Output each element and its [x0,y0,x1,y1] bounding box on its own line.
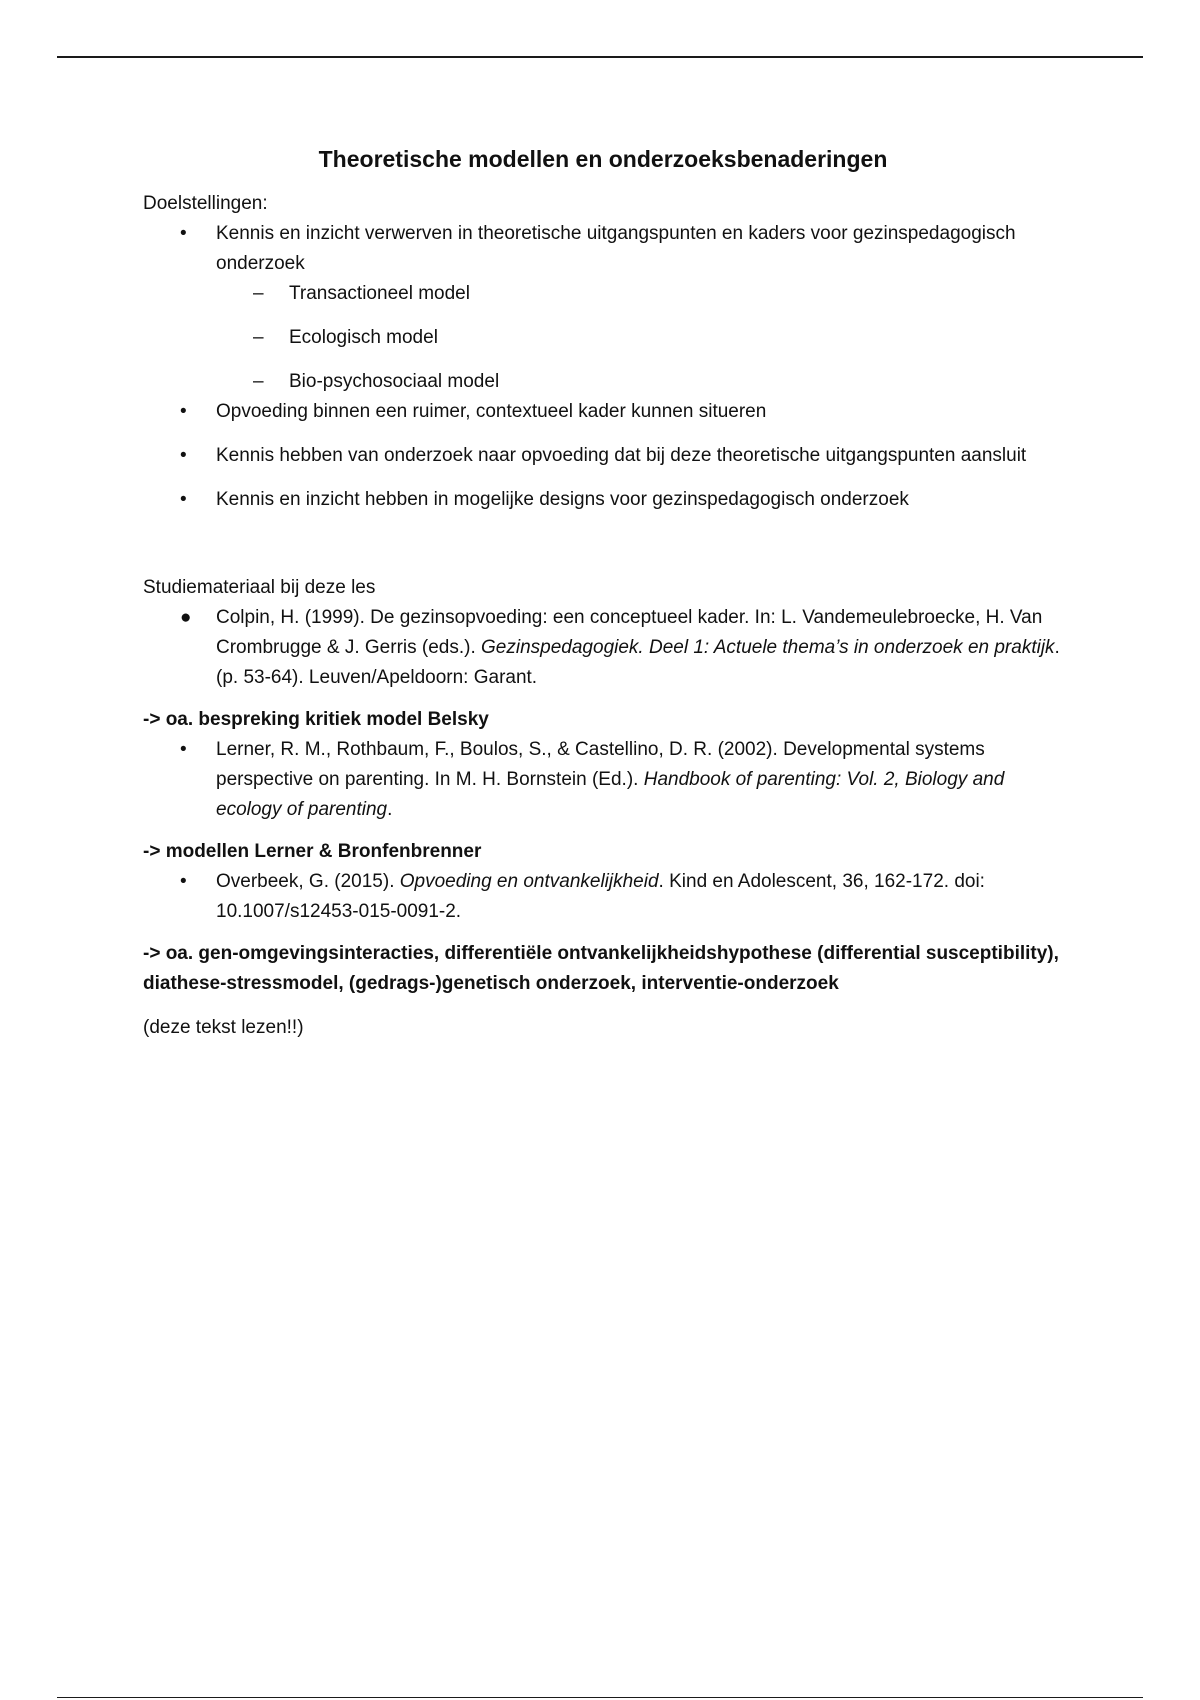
bullet-icon: • [180,401,187,422]
document-title: Theoretische modellen en onderzoeksbenaderingen [318,146,888,172]
bullet-icon: • [180,223,187,244]
footer-rule [57,1697,1143,1698]
note-belsky: -> oa. bespreking kritiek model Belsky [143,709,489,730]
bullet-icon: • [180,445,187,466]
reference-2-authors: Lerner, R. M., Rothbaum, F., Boulos, S., & Castellino, D. R. (2002). Developmental systems perspective on parenting. In M. H. Bornstein (Ed.). [216,739,985,790]
dash-icon: – [253,371,264,392]
objective-text-3: Kennis hebben van onderzoek naar opvoeding dat bij deze theoretische uitgangspunten aansluit [216,445,1027,466]
reference-3-journal: . Kind en Adolescent, 36, 162-172. doi: 10.1007/s12453-015-0091-2. [216,871,985,922]
model-text-1: Transactioneel model [289,283,470,304]
reference-3-article-title: Opvoeding en ontvankelijkheid [399,871,659,892]
document-body [143,143,1063,1043]
objective-item-1 [143,219,1063,279]
objectives-list-continued [143,397,1063,515]
references-list-2 [143,735,1063,825]
reference-2-end: . [387,799,393,820]
objectives-list [143,219,1063,279]
note-lerner-bronfenbrenner: -> modellen Lerner & Bronfenbrenner [143,841,482,862]
reference-item-1 [143,603,1063,693]
objective-text-4: Kennis en inzicht hebben in mogelijke designs voor gezinspedagogisch onderzoek [216,489,909,510]
reference-2-book-title: Handbook of parenting: Vol. 2, Biology and ecology of parenting [216,769,1005,820]
dash-icon: – [253,327,264,348]
model-item-1 [143,279,1063,309]
reference-1-authors: Colpin, H. (1999). De gezinsopvoeding: een conceptueel kader. In: L. Vandemeulebroecke, H. Van Crombrugge & J. Gerris (eds.). [216,607,1043,658]
objective-item-4 [143,485,1063,515]
reference-text-3 [216,871,985,922]
bullet-icon: • [180,489,187,510]
header-rule [57,56,1143,58]
note-overbeek-topics: -> oa. gen-omgevingsinteracties, differentiële ontvankelijkheidshypothese (differential susceptibility), diathese-stressmodel, (gedrags-)genetisch onderzoek, interventie-onderzoek [143,943,1059,994]
reference-1-book-title: Gezinspedagogiek. Deel 1: Actuele thema’s in onderzoek en praktijk [481,637,1055,658]
models-list [143,279,1063,397]
references-list-3 [143,867,1063,927]
reference-3-authors: Overbeek, G. (2015). [216,871,400,892]
bullet-icon: • [180,739,187,760]
objective-text-1: Kennis en inzicht verwerven in theoretische uitgangspunten en kaders voor gezinspedagogisch onderzoek [216,223,1016,274]
bullet-icon: • [180,871,187,892]
objectives-heading: Doelstellingen: [143,193,268,214]
bullet-icon: ● [180,607,192,628]
model-item-3 [143,367,1063,397]
reading-instruction: (deze tekst lezen!!) [143,1017,304,1038]
objective-text-2: Opvoeding binnen een ruimer, contextueel kader kunnen situeren [216,401,767,422]
reference-text-2 [216,739,1004,820]
study-material-heading: Studiemateriaal bij deze les [143,577,376,598]
dash-icon: – [253,283,264,304]
references-list-1 [143,603,1063,693]
reference-item-2 [143,735,1063,825]
reference-1-publisher: . (p. 53-64). Leuven/Apeldoorn: Garant. [216,637,1060,688]
model-text-2: Ecologisch model [289,327,438,348]
objective-item-2 [143,397,1063,427]
model-item-2 [143,323,1063,353]
reference-item-3 [143,867,1063,927]
objective-item-3 [143,441,1063,471]
model-text-3: Bio-psychosociaal model [289,371,500,392]
reference-text-1 [216,607,1060,688]
